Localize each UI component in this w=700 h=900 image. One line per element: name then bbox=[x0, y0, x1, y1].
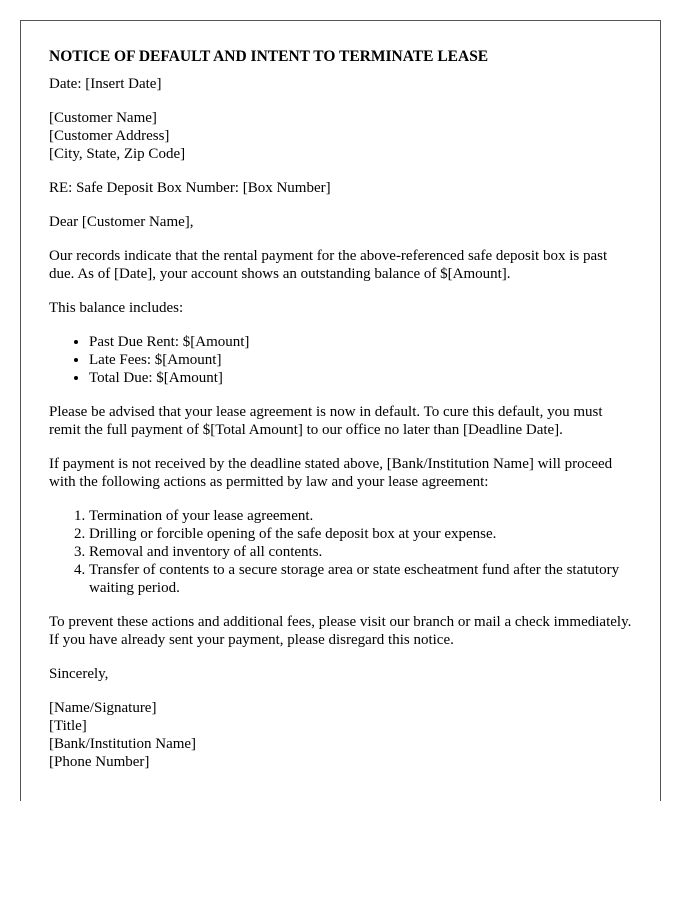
address-line-name: [Customer Name] bbox=[49, 110, 157, 126]
paragraph-default: Please be advised that your lease agreement is now in default. To cure this default, you must remit the full payment of $[Total Amount] to our office no later than [Deadline Date]. bbox=[49, 404, 603, 438]
list-item: 4. Transfer of contents to a secure storage area or state escheatment fund after the statutory waiting period. bbox=[89, 561, 632, 597]
address-line-street: [Customer Address] bbox=[49, 128, 170, 144]
paragraph-prevent: To prevent these actions and additional fees, please visit our branch or mail a check immediately. If you have already sent your payment, please disregard this notice. bbox=[49, 614, 632, 648]
list-item: • Past Due Rent: $[Amount] bbox=[89, 333, 632, 351]
signature-title: [Title] bbox=[49, 718, 87, 734]
balance-intro: This balance includes: bbox=[49, 300, 184, 316]
signature-name: [Name/Signature] bbox=[49, 700, 157, 716]
signature-phone: [Phone Number] bbox=[49, 754, 150, 770]
signature-institution: [Bank/Institution Name] bbox=[49, 736, 197, 752]
balance-list bbox=[49, 333, 632, 387]
address-line-city: [City, State, Zip Code] bbox=[49, 146, 186, 162]
letter-page bbox=[20, 20, 661, 801]
list-item: 1. Termination of your lease agreement. bbox=[89, 507, 632, 525]
list-item: 2. Drilling or forcible opening of the safe deposit box at your expense. bbox=[89, 525, 632, 543]
re-line: RE: Safe Deposit Box Number: [Box Number] bbox=[49, 180, 331, 196]
list-item: 3. Removal and inventory of all contents. bbox=[89, 543, 632, 561]
date-line: Date: [Insert Date] bbox=[49, 76, 162, 92]
actions-list bbox=[49, 507, 632, 597]
paragraph-past-due: Our records indicate that the rental payment for the above-referenced safe deposit box is past due. As of [Date], your account shows an outstanding balance of $[Amount]. bbox=[49, 248, 608, 282]
paragraph-actions-intro: If payment is not received by the deadline stated above, [Bank/Institution Name] will proceed with the following actions as permitted by law and your lease agreement: bbox=[49, 456, 613, 490]
list-item: • Total Due: $[Amount] bbox=[89, 369, 632, 387]
recipient-address bbox=[49, 109, 632, 163]
list-item: • Late Fees: $[Amount] bbox=[89, 351, 632, 369]
signature-block bbox=[49, 699, 632, 771]
salutation: Dear [Customer Name], bbox=[49, 214, 194, 230]
letter-title: NOTICE OF DEFAULT AND INTENT TO TERMINATE LEASE bbox=[49, 48, 489, 65]
closing: Sincerely, bbox=[49, 666, 109, 682]
